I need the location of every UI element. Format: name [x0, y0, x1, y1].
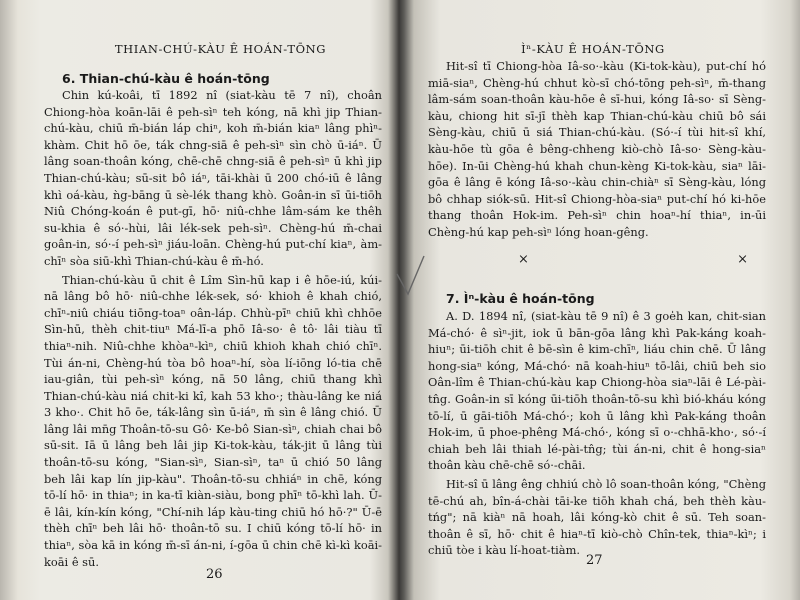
left-page-body: [44, 87, 382, 570]
page-number-right: 27: [586, 553, 603, 568]
handwritten-check-mark-icon: [394, 252, 428, 298]
running-head-right: Ìⁿ-KÀU Ê HOÁN-TŌNG: [521, 42, 665, 56]
paragraph: Hit-sî tī Chiong-hòa Iâ-so·-kàu (Ki-tok-kàu), put-chí hó miā-siaⁿ, Chèng-hú chhut kò-sī chó-tōng peh-sìⁿ, m̄-thang lâm-sám soan-thoân kàu-hōe ê sī-hui, kóng Iâ-so· sī Sèng-kàu, chiong hit sī-jī thèh kap Thian-chú-kàu chiū bô sái Sèng-kàu, chiū ū siá Thian-chú-kàu. (Só·-í tùi hit-sî khí, kàu-hōe tù gōa ê bêng-chheng kiò-chò Iâ-so· Sèng-kàu-hōe). In-ūi Chèng-hú khah chun-kèng Ki-tok-kàu, siaⁿ lāi-gōa ê lâng ē kóng Iâ-so·-kàu chin-chiàⁿ sī Sèng-kàu, lóng bô chhap siók-sū. Hit-sî Chiong-hòa-siaⁿ put-chí hó ki-hōe thang thoân Hok-im. Peh-sìⁿ chin hoaⁿ-hí thiaⁿ, in-ūi Chèng-hú kap peh-sìⁿ lóng hoan-gêng.: [428, 59, 766, 239]
right-page: [418, 0, 768, 600]
section-heading-6: 6. Thian-chú-kàu ê hoán-tōng: [62, 71, 270, 86]
separator-mark: ×: [518, 252, 529, 267]
right-page-intro: [428, 58, 766, 241]
paragraph: Thian-chú-kàu ū chit ê Lîm Sìn-hū kap i ê hōe-iú, kúi-nā lâng bô hō· niû-chhe lék-sek, só· khioh ê khah chió, chīⁿ-niû chiáu tiōng-toaⁿ oân-láp. Chhù-pīⁿ chiū khì chhōe Sìn-hū, thèh chit-tiuⁿ Má-lī-a phō Iâ-so· ê tô· lâi tiàu tī thiaⁿ-nih. Niû-chhe khòaⁿ-kìⁿ, chiū khioh khah chió chīⁿ. Tùi án-ni, Chèng-hú tòa bô hoaⁿ-hí, sòa lí-iōng ló-tia chē iau-giân, tùi peh-sìⁿ kóng, nā 50 lâng, chiū thang khì Thian-chú-kàu niá chit-ki kî, kah 53 kho·; thàu-lâng ke niá 3 kho·. Chit hō ōe, ták-lâng sìn ū-iáⁿ, m̄ sìn ê lâng chió. Ū lâng lâi mn̄g Thoân-tō-su Gô· Ke-bô Sian-sìⁿ, chiah chai bô sū-sit. Iā ū lâng beh lâi jip Ki-tok-kàu, ták-jit ū lâng tùi thoân-tō-su kóng, "Sian-sìⁿ, Sian-sìⁿ, taⁿ ū chió 50 lâng beh lâi kap lín jip-kàu". Thoân-tō-su chhiáⁿ in chē, kóng tō-lí hō· in thiaⁿ; in ka-tī kiàn-siàu, bong phīⁿ tō-khì lah. Ū-ē lâi, kín-kín kóng, "Chí-nih láp kàu-ting chiū hó hō·?" Ū-ē thèh chīⁿ beh lâi hō· thoân-tō su. I chiū kóng tō-lí hō· in thiaⁿ, sòa kā in kóng m̄-sī án-ni, í-gōa ū chin chē kì-kì koāi-koāi ê sū.: [44, 272, 382, 569]
left-page: [38, 0, 383, 600]
running-head-left: THIAN-CHÚ-KÀU Ê HOÁN-TŌNG: [114, 42, 327, 56]
paragraph: Hit-sî ū lâng êng chhiú chò lô soan-thoân kóng, "Chèng tē-chú ah, bîn-á-chài tāi-ke tiōh khah chá, beh thèh kàu-tńg"; nā kiàⁿ nā hoah, lâi kóng-kò chit ê sū. Teh soan-thoân ê sī, hō· chit ê hiaⁿ-tī kiò-chò Chîn-tek, thiaⁿ-kìⁿ; i chiū tòe i kàu lí-hoat-tiàm.: [428, 476, 766, 558]
page-number-left: 26: [206, 567, 223, 582]
right-page-body: [428, 308, 766, 559]
section-separator: [518, 252, 748, 267]
paragraph: A. D. 1894 nî, (siat-kàu tē 9 nî) ê 3 goe̍h kan, chit-sian Má-chó· ê sìⁿ-jit, iok ū bān-gōa lâng khì Pak-káng koah-hiuⁿ; ūi-tiōh chit ê bē-sìn ê kim-chīⁿ, liáu chin chē. Ū lâng hong-siaⁿ kóng, Má-chó· nā koah-hiuⁿ tō-lâi, chiū beh sio Oân-lîm ê Thian-chú-kàu kap Chiong-hòa siaⁿ-lāi ê Lé-pài-tn̂g. Goân-in sī kóng ūi-tiōh thoân-tō-su khì bió-kháu kóng tō-lí, ū gāi-tiōh Má-chó·; koh ū lâng khì Pak-káng thoân Hok-im, ū phoe-phêng Má-chó·, kóng sī o·-chhā-kho·, só·-í chiah beh lâi thiah lé-pài-tn̂g; tùi án-ni, chit ê hong-siaⁿ thoân kàu chē-chē só·-chāi.: [428, 309, 766, 473]
separator-mark: ×: [737, 252, 748, 267]
section-heading-7: 7. Ìⁿ-kàu ê hoán-tōng: [446, 291, 595, 306]
paragraph: Chin kú-koâi, tī 1892 nî (siat-kàu tē 7 nî), choân Chiong-hòa koān-lāi ê peh-sìⁿ teh kóng, nā khì jip Thian-chú-kàu, chiū m̄-bián láp chiⁿ, koh m̄-bián kiaⁿ lâng phìⁿ-khàm. Chit hō ōe, ták chng-siā ê peh-sìⁿ sìn chò ū-iáⁿ. Ū lâng soan-thoân kóng, chē-chē chng-siā ê peh-sìⁿ ū khì jip Thian-chú-kàu; sū-sit bô iáⁿ, tāi-khài ū 200 chó-iū ê lâng khì oá-kàu, ǹg-bāng ū sè-lék thang khò. Goân-in sī ūi-tiōh Niû Chóng-koán ê put-gī, hō· niû-chhe lâm-sám ke thêh su-khia ê só·-hùi, lâi lék-sek peh-sìⁿ. Chèng-hú m̄-chai goân-in, só·-í peh-sìⁿ jiáu-loān. Chèng-hú put-chí kiaⁿ, àm-chīⁿ sòa siū-khì Thian-chú-kàu ê m̄-hó.: [44, 88, 382, 268]
